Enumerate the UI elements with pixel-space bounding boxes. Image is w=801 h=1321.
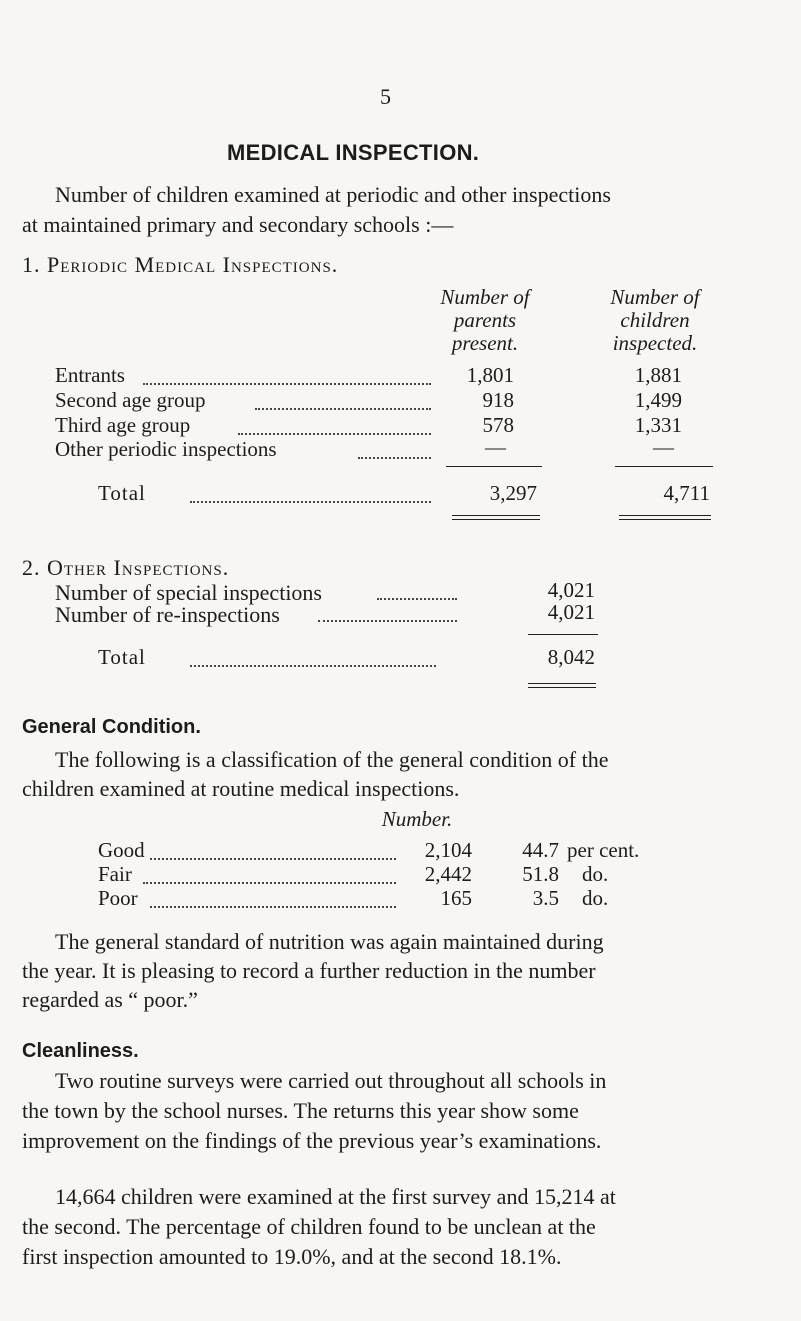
cleanliness-p2-line-3: first inspection amounted to 19.0%, and at the second 18.1%.: [22, 1244, 562, 1269]
leader-dots: [377, 598, 457, 600]
good-label: Good: [98, 838, 145, 862]
nutrition-line-1: The general standard of nutrition was again maintained during: [55, 929, 604, 954]
page-title: MEDICAL INSPECTION.: [227, 140, 480, 165]
total-rule-parents: [446, 466, 542, 467]
poor-unit: do.: [582, 886, 609, 910]
fair-pct: 51.8: [522, 862, 559, 886]
leader-dots: [318, 620, 457, 622]
leader-dots: [143, 882, 396, 884]
leader-dots: [358, 457, 431, 459]
row-label-other-periodic: Other periodic inspections: [55, 437, 277, 461]
leader-dots: [150, 906, 396, 908]
poor-pct: 3.5: [532, 886, 559, 910]
leader-dots: [190, 501, 431, 503]
cleanliness-p1-line-3: improvement on the findings of the previous year’s examinations.: [22, 1128, 602, 1153]
good-number: 2,104: [424, 838, 472, 862]
general-heading: General Condition.: [22, 716, 201, 738]
col-head-parents: Number of parents present.: [440, 285, 530, 355]
leader-dots: [190, 665, 436, 667]
other-periodic-children: —: [653, 435, 674, 459]
cleanliness-p1-line-2: the town by the school nurses. The returns this year show some: [22, 1098, 579, 1123]
entrants-parents: 1,801: [466, 363, 514, 387]
periodic-total-children: 4,711: [663, 481, 710, 505]
poor-number: 165: [440, 886, 472, 910]
cleanliness-heading: Cleanliness.: [22, 1040, 139, 1062]
row-label-third-age: Third age group: [55, 413, 191, 437]
third-age-parents: 578: [482, 413, 514, 437]
double-rule: [452, 515, 540, 520]
other-total-label: Total: [98, 645, 146, 669]
intro-line-1: Number of children examined at periodic and other inspections: [55, 182, 611, 207]
poor-label: Poor: [98, 886, 138, 910]
total-rule-other: [528, 634, 598, 635]
periodic-total-label: Total: [98, 481, 146, 505]
double-rule: [619, 515, 711, 520]
row-label-entrants: Entrants: [55, 363, 125, 387]
col-head-children: Number of children inspected.: [610, 285, 700, 355]
special-inspections-label: Number of special inspections: [55, 580, 322, 605]
third-age-children: 1,331: [634, 413, 682, 437]
page-number: 5: [380, 84, 391, 109]
other-heading: 2. Other Inspections.: [22, 555, 230, 580]
leader-dots: [150, 858, 396, 860]
nutrition-line-2: the year. It is pleasing to record a further reduction in the number: [22, 958, 596, 983]
cleanliness-p2-line-2: the second. The percentage of children found to be unclean at the: [22, 1214, 596, 1239]
cleanliness-p1-line-1: Two routine surveys were carried out throughout all schools in: [55, 1068, 607, 1093]
general-line-2: children examined at routine medical inspections.: [22, 776, 460, 801]
cleanliness-p2-line-1: 14,664 children were examined at the first survey and 15,214 at: [55, 1184, 616, 1209]
second-age-children: 1,499: [634, 388, 682, 412]
fair-number: 2,442: [424, 862, 472, 886]
fair-unit: do.: [582, 862, 609, 886]
leader-dots: [255, 408, 431, 410]
double-rule: [528, 683, 596, 688]
good-pct: 44.7: [522, 838, 559, 862]
entrants-children: 1,881: [634, 363, 682, 387]
other-periodic-parents: —: [485, 435, 506, 459]
fair-label: Fair: [98, 862, 132, 886]
leader-dots: [238, 433, 431, 435]
special-inspections-value: 4,021: [547, 578, 595, 602]
periodic-total-parents: 3,297: [489, 481, 537, 505]
leader-dots: [143, 383, 431, 385]
general-line-1: The following is a classification of the general condition of the: [55, 747, 609, 772]
good-unit: per cent.: [567, 838, 640, 862]
other-total-value: 8,042: [547, 645, 595, 669]
row-label-second-age: Second age group: [55, 388, 206, 412]
re-inspections-label: Number of re-inspections: [55, 602, 280, 627]
periodic-heading: 1. Periodic Medical Inspections.: [22, 252, 339, 277]
col-head-number: Number.: [381, 807, 453, 831]
second-age-parents: 918: [482, 388, 514, 412]
nutrition-line-3: regarded as “ poor.”: [22, 987, 198, 1012]
re-inspections-value: 4,021: [547, 600, 595, 624]
intro-line-2: at maintained primary and secondary schools :—: [22, 212, 454, 237]
total-rule-children: [615, 466, 713, 467]
